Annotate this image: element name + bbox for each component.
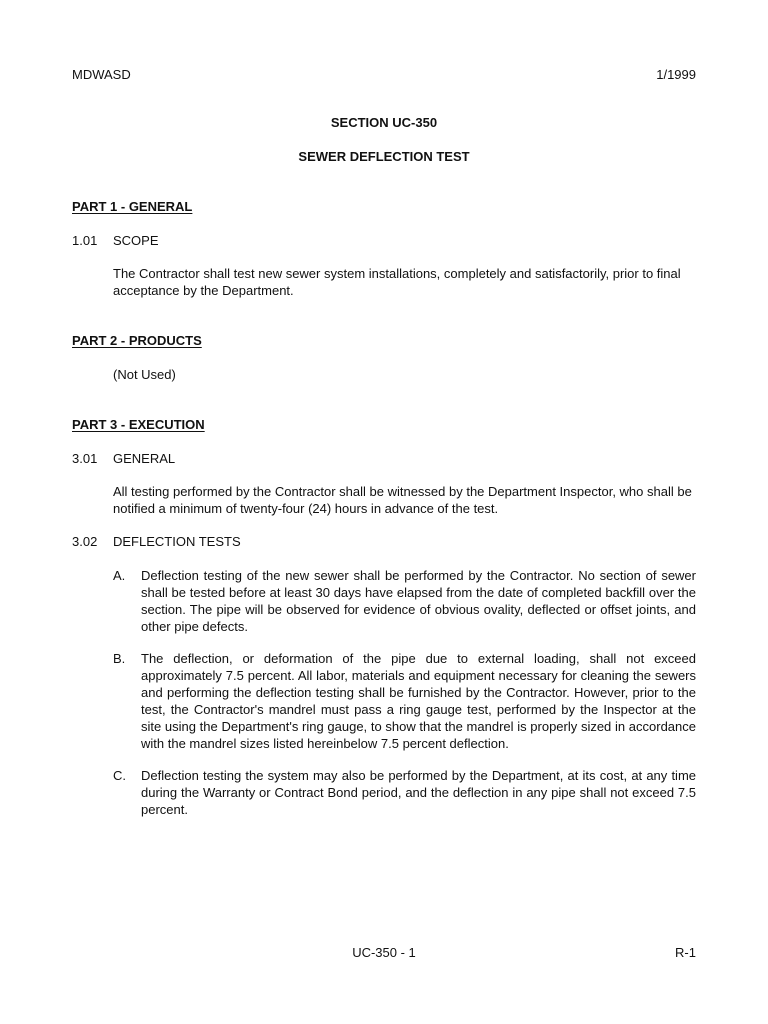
article-3-01-text: All testing performed by the Contractor shall be witnessed by the Department Inspector, who shall be notified a minimum of twenty-four (24) hours in advance of the test. (113, 484, 692, 516)
section-code: SECTION UC-350 (330, 115, 438, 130)
item-a-text: Deflection testing of the new sewer shall be performed by the Contractor. No section of sewer shall be tested before at least 30 days have elapsed from the date of completed backfill over the section. The pipe will be observed for evidence of obvious ovality, deflected or offset joints, and other pipe defects. (141, 568, 696, 634)
item-b-text: The deflection, or deformation of the pipe due to external loading, shall not exceed approximately 7.5 percent. All labor, materials and equipment necessary for cleaning the sewers and performing the deflection testing shall be furnished by the Contractor. However, prior to the test, the Contractor's mandrel must pass a ring gauge test, performed by the Inspector at the site using the Department's ring gauge, to show that the mandrel is properly sized in accordance with the mandrel sizes listed hereinbelow 7.5 percent deflection. (141, 651, 696, 751)
header-agency: MDWASD (72, 67, 131, 82)
part3-heading: PART 3 - EXECUTION (72, 417, 205, 432)
item-b-letter: B. (113, 651, 126, 666)
part1-heading: PART 1 - GENERAL (72, 199, 193, 214)
article-3-02-number: 3.02 (72, 534, 98, 549)
article-1-01-number: 1.01 (72, 233, 98, 248)
article-1-01-text: The Contractor shall test new sewer system installations, completely and satisfactorily, prior to final acceptance by the Department. (113, 266, 681, 298)
header-date: 1/1999 (656, 67, 696, 82)
item-c-letter: C. (113, 768, 126, 783)
article-3-01-title: GENERAL (113, 451, 176, 466)
item-c-text: Deflection testing the system may also be performed by the Department, at its cost, at any time during the Warranty or Contract Bond period, and the deflection in any pipe shall not exceed 7.5 percent. (141, 768, 696, 817)
item-a-letter: A. (113, 568, 126, 583)
article-3-02-title: DEFLECTION TESTS (113, 534, 241, 549)
article-1-01-title: SCOPE (113, 233, 159, 248)
article-3-01-number: 3.01 (72, 451, 98, 466)
footer-revision: R-1 (675, 945, 696, 960)
part2-not-used: (Not Used) (113, 367, 176, 382)
section-title: SEWER DEFLECTION TEST (298, 149, 470, 164)
part2-heading: PART 2 - PRODUCTS (72, 333, 202, 348)
footer-page-number: UC-350 - 1 (352, 945, 416, 960)
